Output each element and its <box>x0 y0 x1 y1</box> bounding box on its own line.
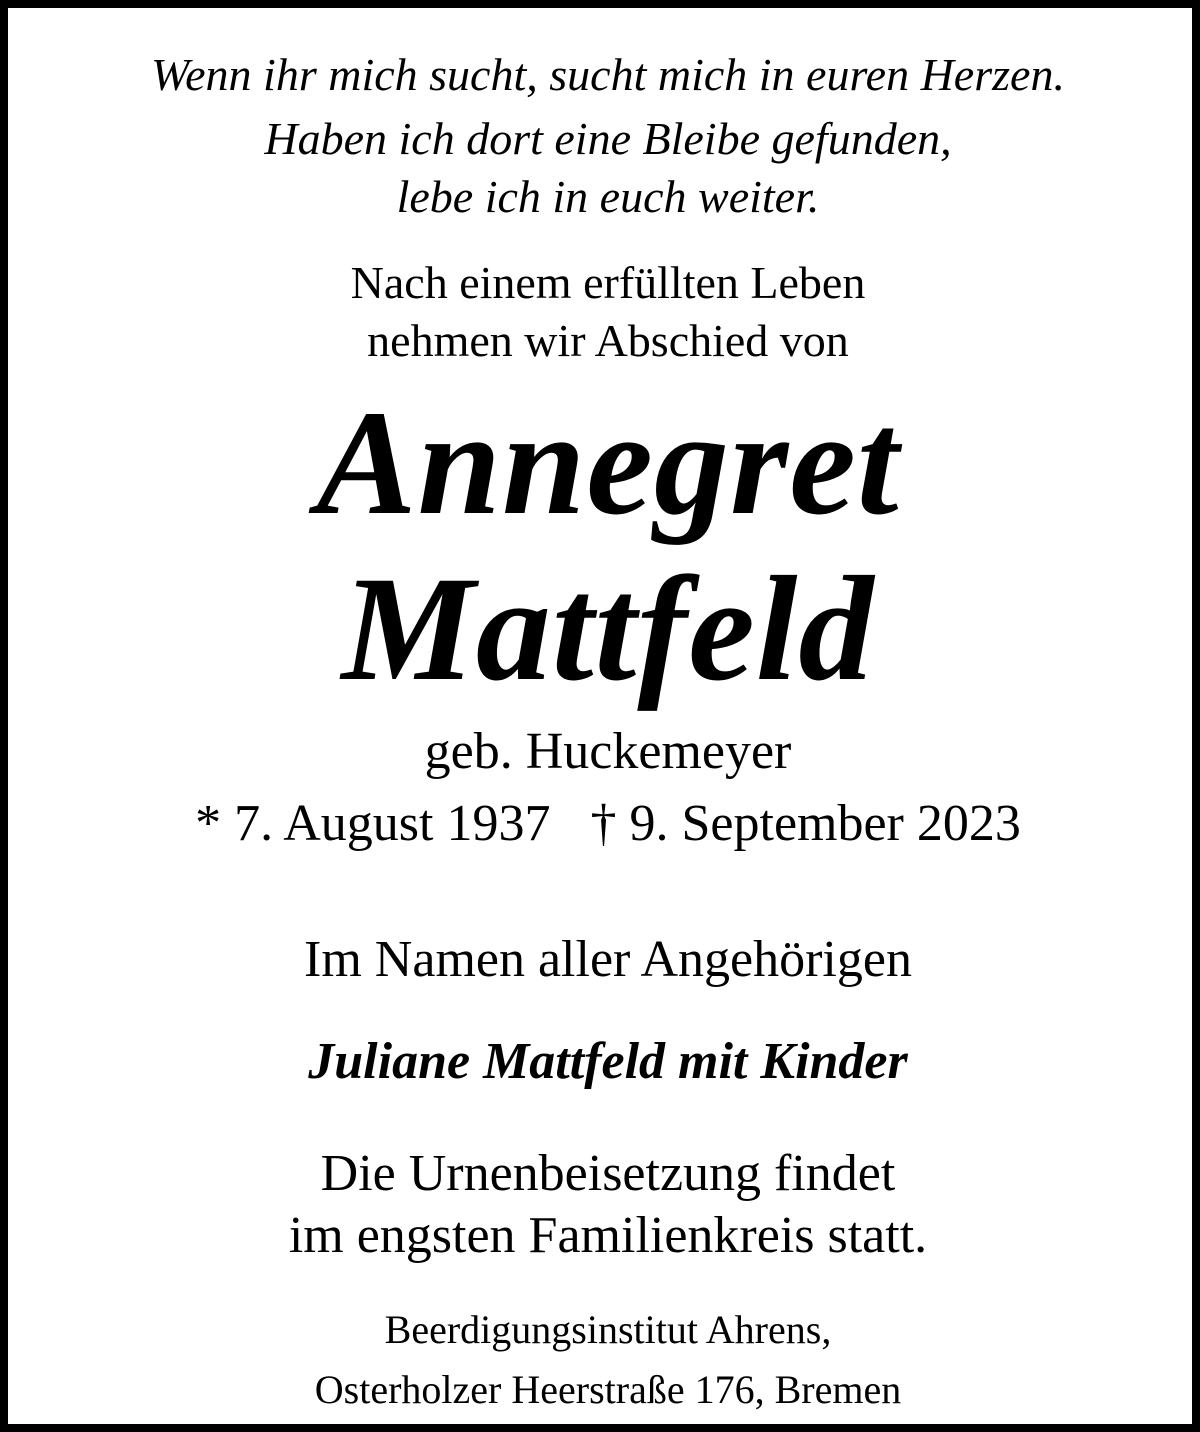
deceased-first-name: Annegret <box>316 380 900 546</box>
deceased-last-name: Mattfeld <box>341 546 875 712</box>
undertaker-line-2: Osterholzer Heerstraße 176, Bremen <box>314 1367 902 1412</box>
intro-line-2: nehmen wir Abschied von <box>367 315 849 366</box>
notice-line-1: Die Urnenbeisetzung findet <box>320 1145 896 1202</box>
intro-line-1: Nach einem erfüllten Leben <box>350 257 866 308</box>
maiden-name: geb. Huckemeyer <box>424 723 792 780</box>
notice-line-2: im engsten Familienkreis statt. <box>288 1207 928 1264</box>
motto-line-2: Haben ich dort eine Bleibe gefunden, <box>264 113 952 164</box>
motto-line-3: lebe ich in euch weiter. <box>396 171 820 222</box>
birth-date: * 7. August 1937 <box>195 795 551 852</box>
death-date: † 9. September 2023 <box>590 795 1021 852</box>
signer-name: Juliane Mattfeld mit Kinder <box>308 1033 908 1090</box>
motto-line-1: Wenn ihr mich sucht, sucht mich in euren Herzen. <box>151 49 1065 100</box>
life-dates <box>8 795 1200 852</box>
family-intro: Im Namen aller Angehörigen <box>304 931 912 988</box>
undertaker-line-1: Beerdigungsinstitut Ahrens, <box>384 1307 832 1352</box>
